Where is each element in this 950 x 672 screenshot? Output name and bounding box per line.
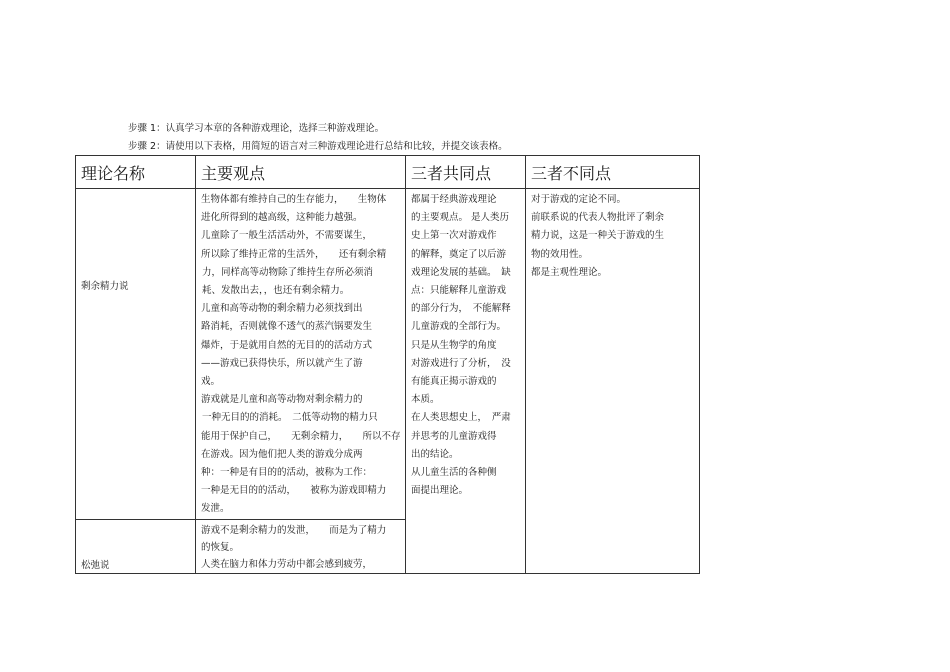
theory-name-cell <box>76 519 196 573</box>
point-line: 能用于保护自己， 无剩余精力， 所以不存 <box>201 430 401 442</box>
header-main-points: 主要观点 <box>196 156 406 189</box>
point-line: 所以除了维持正常的生活外， 还有剩余精 <box>201 248 387 260</box>
common-line: 面提出理论。 <box>411 485 469 497</box>
point-line: 力，同样高等动物除了维持生存所必须消 <box>202 266 374 278</box>
table-header-row <box>76 156 700 189</box>
point-line: 儿童和高等动物的剩余精力必须找到出 <box>201 303 363 315</box>
point-line: 爆炸，于是就用自然的无目的的活动方式 <box>201 339 373 351</box>
point-line: ——游戏已获得快乐，所以就产生了游 <box>201 357 363 369</box>
common-line: 戏理论发展的基础。 缺 <box>411 266 511 278</box>
point-line: 生物体都有维持自己的生存能力， 生物体 <box>201 194 387 205</box>
point-line: 人类在脑力和体力劳动中都会感到疲劳， <box>201 558 373 570</box>
common-line: 的主要观点。 是人类历 <box>411 212 510 224</box>
theory-comparison-table <box>75 155 700 574</box>
common-line: 对游戏进行了分析， 没 <box>411 357 511 369</box>
theory-name: 松弛说 <box>81 559 110 571</box>
differences-cell <box>526 189 700 574</box>
step-1-instruction: 步骤 1：认真学习本章的各种游戏理论，选择三种游戏理论。 <box>128 123 385 134</box>
difference-line: 都是主观性理论。 <box>531 266 608 278</box>
point-line: 一种是无目的的活动， 被称为游戏即精力 <box>201 485 387 497</box>
difference-line: 对于游戏的定论不同。 <box>531 194 627 205</box>
common-line: 本质。 <box>411 394 440 406</box>
common-line: 有能真正揭示游戏的 <box>411 376 497 388</box>
common-line: 点：只能解释儿童游戏 <box>411 285 507 297</box>
common-line: 在人类思想史上， 严肃 <box>411 412 511 424</box>
point-line: 发泄。 <box>201 503 230 515</box>
point-line: 耗、发散出去，，也还有剩余精力。 <box>202 285 350 297</box>
common-line: 从儿童生活的各种侧 <box>411 467 497 479</box>
common-line: 儿童游戏的全部行为。 <box>411 321 507 333</box>
difference-line: 精力说，这是一种关于游戏的生 <box>531 230 665 242</box>
common-line: 都属于经典游戏理论 <box>411 194 497 205</box>
common-line: 只是从生物学的角度 <box>411 339 497 351</box>
point-line: 种：一种是有目的的活动，被称为工作： <box>201 467 373 479</box>
point-line: 在游戏。因为他们把人类的游戏分成两 <box>201 448 363 460</box>
common-line: 出的结论。 <box>411 448 459 460</box>
step-2-instruction: 步骤 2：请使用以下表格，用简短的语言对三种游戏理论进行总结和比较，并提交该表格。 <box>128 141 508 152</box>
common-line: 的解释，奠定了以后游 <box>411 248 507 260</box>
header-common-points: 三者共同点 <box>406 156 526 189</box>
main-points-cell <box>196 519 406 573</box>
main-points-cell <box>196 189 406 520</box>
header-theory-name: 理论名称 <box>76 156 196 189</box>
point-line: 游戏不是剩余精力的发泄， 而是为了精力 <box>201 524 387 536</box>
common-line: 并思考的儿童游戏得 <box>411 430 497 442</box>
point-line: 儿童除了一般生活活动外，不需要谋生， <box>201 230 373 242</box>
point-line: 一种无目的的消耗。 二低等动物的精力只 <box>202 412 378 424</box>
point-line: 的恢复。 <box>201 541 240 553</box>
common-line: 的部分行为， 不能解释 <box>411 303 511 315</box>
difference-line: 物的效用性。 <box>531 248 589 260</box>
difference-line: 前联系说的代表人物批评了剩余 <box>531 212 665 224</box>
point-line: 路消耗，否则就像不透气的蒸汽锅要发生 <box>201 321 373 333</box>
common-line: 史上第一次对游戏作 <box>411 230 497 242</box>
theory-name: 剩余精力说 <box>81 281 129 292</box>
header-differences: 三者不同点 <box>526 156 700 189</box>
table-row <box>76 189 700 520</box>
theory-name-cell <box>76 189 196 520</box>
point-line: 进化所得到的越高级，这种能力越强。 <box>201 212 363 224</box>
point-line: 戏。 <box>201 376 221 388</box>
point-line: 游戏就是儿童和高等动物对剩余精力的 <box>201 394 363 406</box>
common-points-cell <box>406 189 526 574</box>
